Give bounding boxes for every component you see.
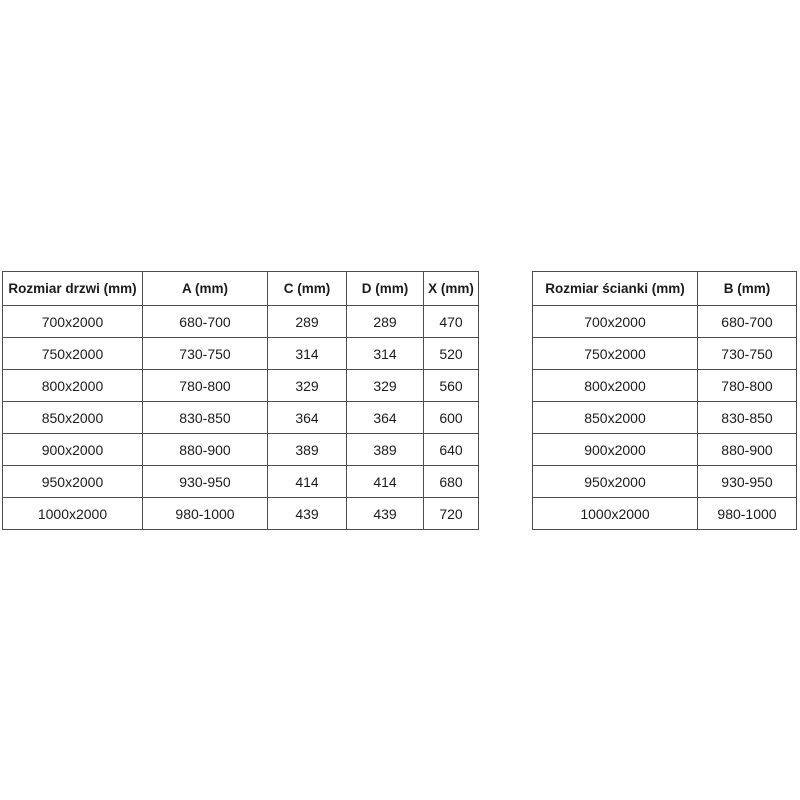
table-row — [3, 466, 479, 498]
table-cell: 880-900 — [698, 434, 797, 466]
table-cell: 389 — [268, 434, 347, 466]
table-cell: 1000x2000 — [3, 498, 143, 530]
door-sizes-table — [2, 271, 479, 530]
table-cell: 560 — [424, 370, 479, 402]
table-cell: 850x2000 — [3, 402, 143, 434]
table-cell: 750x2000 — [533, 338, 698, 370]
table-cell: 289 — [268, 306, 347, 338]
table-cell: 980-1000 — [143, 498, 268, 530]
table-row — [533, 434, 797, 466]
table-cell: 850x2000 — [533, 402, 698, 434]
table-cell: 680-700 — [143, 306, 268, 338]
table-cell: 830-850 — [143, 402, 268, 434]
table-cell: 750x2000 — [3, 338, 143, 370]
table-cell: 930-950 — [143, 466, 268, 498]
table-row — [3, 498, 479, 530]
table-cell: 780-800 — [143, 370, 268, 402]
table-cell: 980-1000 — [698, 498, 797, 530]
table-cell: 900x2000 — [3, 434, 143, 466]
table-row — [3, 402, 479, 434]
table-cell: 900x2000 — [533, 434, 698, 466]
table-cell: 640 — [424, 434, 479, 466]
table-row — [533, 402, 797, 434]
table-cell: 414 — [347, 466, 424, 498]
table-row — [3, 370, 479, 402]
wall-sizes-table — [532, 271, 797, 530]
table-cell: 314 — [347, 338, 424, 370]
table-cell: 700x2000 — [533, 306, 698, 338]
table-cell: 780-800 — [698, 370, 797, 402]
column-header: C (mm) — [268, 272, 347, 306]
table-cell: 364 — [268, 402, 347, 434]
table-cell: 730-750 — [143, 338, 268, 370]
table-cell: 289 — [347, 306, 424, 338]
table-cell: 439 — [347, 498, 424, 530]
table-cell: 414 — [268, 466, 347, 498]
table-cell: 720 — [424, 498, 479, 530]
table-row — [533, 370, 797, 402]
table-row — [3, 306, 479, 338]
table-cell: 1000x2000 — [533, 498, 698, 530]
table-row — [3, 434, 479, 466]
table-row — [3, 338, 479, 370]
column-header: Rozmiar drzwi (mm) — [3, 272, 143, 306]
table-cell: 520 — [424, 338, 479, 370]
table-cell: 700x2000 — [3, 306, 143, 338]
table-cell: 800x2000 — [533, 370, 698, 402]
header-row — [3, 272, 479, 306]
table-cell: 470 — [424, 306, 479, 338]
table-cell: 680-700 — [698, 306, 797, 338]
column-header: A (mm) — [143, 272, 268, 306]
table-cell: 439 — [268, 498, 347, 530]
table-row — [533, 338, 797, 370]
table-cell: 600 — [424, 402, 479, 434]
header-row — [533, 272, 797, 306]
table-cell: 680 — [424, 466, 479, 498]
table-row — [533, 498, 797, 530]
table-cell: 329 — [268, 370, 347, 402]
table-row — [533, 466, 797, 498]
table-cell: 930-950 — [698, 466, 797, 498]
table-cell: 314 — [268, 338, 347, 370]
column-header: D (mm) — [347, 272, 424, 306]
table-cell: 329 — [347, 370, 424, 402]
table-cell: 800x2000 — [3, 370, 143, 402]
table-cell: 950x2000 — [533, 466, 698, 498]
column-header: Rozmiar ścianki (mm) — [533, 272, 698, 306]
table-cell: 389 — [347, 434, 424, 466]
table-cell: 950x2000 — [3, 466, 143, 498]
table-cell: 364 — [347, 402, 424, 434]
table-cell: 830-850 — [698, 402, 797, 434]
column-header: B (mm) — [698, 272, 797, 306]
table-cell: 880-900 — [143, 434, 268, 466]
table-row — [533, 306, 797, 338]
table-cell: 730-750 — [698, 338, 797, 370]
column-header: X (mm) — [424, 272, 479, 306]
